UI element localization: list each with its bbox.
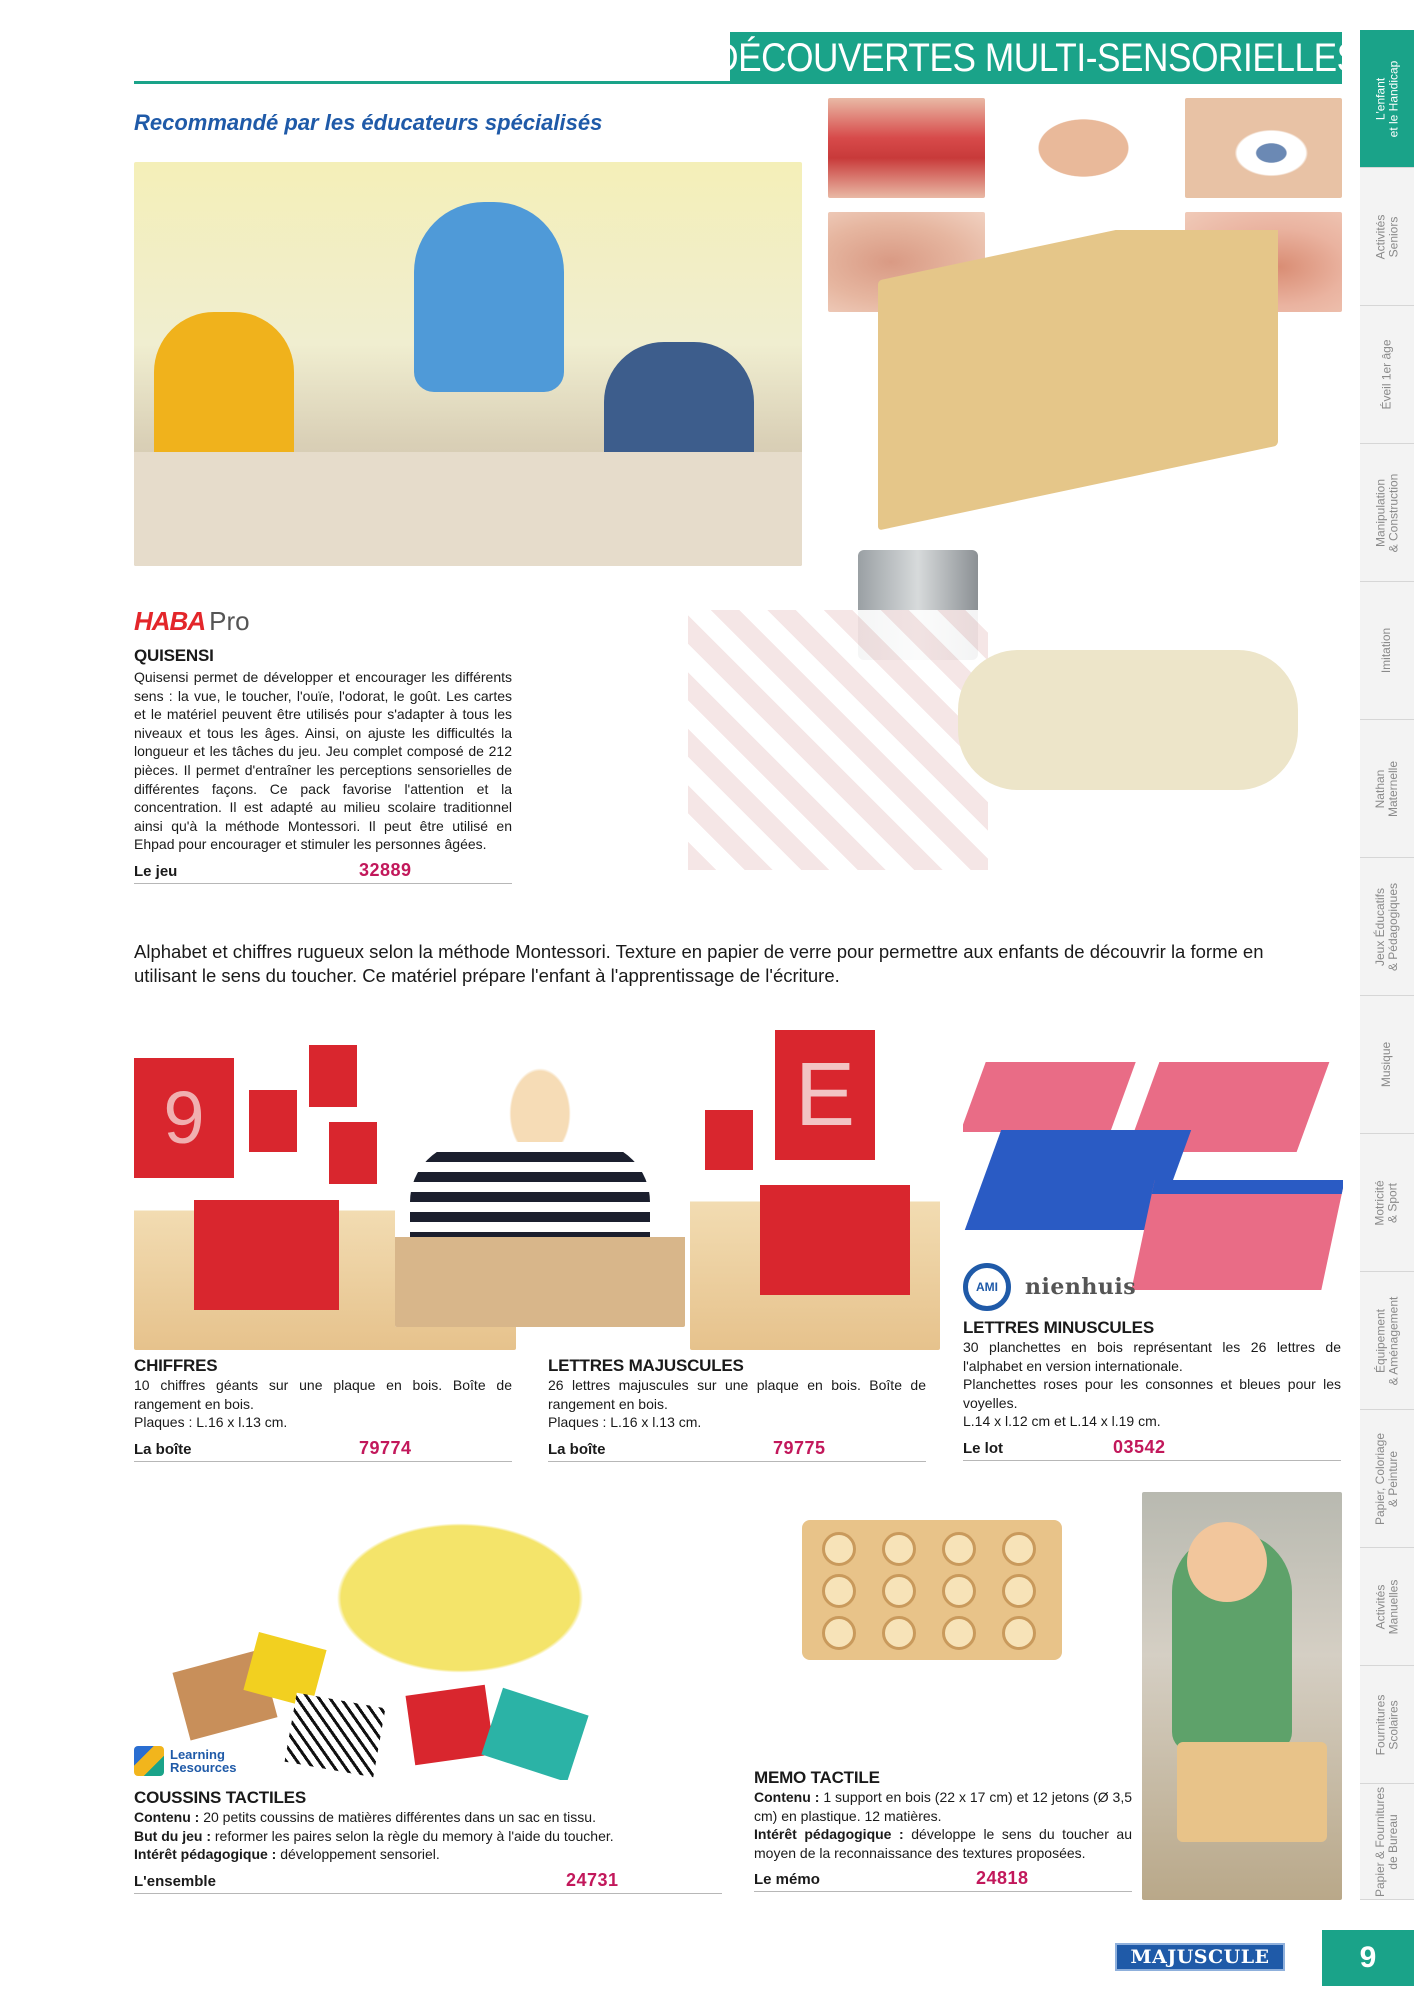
storage-box xyxy=(194,1200,339,1310)
tab-motricite[interactable]: Motricité & Sport xyxy=(1360,1134,1414,1272)
haba-pro-logo: HABA Pro xyxy=(134,605,250,636)
tab-nathan[interactable]: Nathan Maternelle xyxy=(1360,720,1414,858)
product-title: LETTRES MINUSCULES xyxy=(963,1318,1154,1337)
wooden-board xyxy=(802,1520,1062,1660)
price-row xyxy=(134,1870,722,1894)
cushion xyxy=(285,1693,386,1778)
digit-card xyxy=(309,1045,357,1107)
price-label: La boîte xyxy=(134,1440,192,1458)
tab-fournitures-bureau[interactable]: Papier & Fournitures de Bureau xyxy=(1360,1784,1414,1900)
learning-resources-logo: Learning Resources xyxy=(134,1742,250,1780)
product-ref: 24818 xyxy=(976,1868,1029,1889)
product-title: MEMO TACTILE xyxy=(754,1768,880,1787)
boy-playing-photo xyxy=(1142,1492,1342,1900)
product-description: 10 chiffres géants sur une plaque en bois. Boîte de rangement en bois. xyxy=(134,1377,512,1412)
tab-imitation[interactable]: Imitation xyxy=(1360,582,1414,720)
hand-photo xyxy=(1005,98,1162,198)
product-goal: But du jeu : reformer les paires selon la règle du memory à l'aide du toucher. xyxy=(134,1827,614,1844)
product-ref: 24731 xyxy=(566,1869,619,1890)
tab-activites-manuelles[interactable]: Activités Manuelles xyxy=(1360,1548,1414,1666)
tab-activites-seniors[interactable]: Activités Seniors xyxy=(1360,168,1414,306)
board-stack xyxy=(1131,1180,1343,1290)
lips-photo xyxy=(828,98,985,198)
memo-tactile-photo xyxy=(762,1485,1102,1705)
ami-nienhuis-logo: AMI nienhuis xyxy=(963,1262,1136,1312)
majuscules-photo xyxy=(690,1020,940,1350)
price-label: La boîte xyxy=(548,1440,606,1458)
quisensi-kit-photo xyxy=(528,230,1342,910)
page-title: DÉCOUVERTES MULTI-SENSORIELLES xyxy=(730,32,1342,84)
product-ref: 79775 xyxy=(773,1437,826,1458)
product-content: Contenu : 1 support en bois (22 x 17 cm) et 12 jetons (Ø 3,5 cm) en plastique. 12 matières. xyxy=(754,1789,1132,1824)
price-row xyxy=(548,1438,926,1462)
product-chiffres xyxy=(134,1356,512,1462)
product-description: Quisensi permet de développer et encourager les différents sens : la vue, le toucher, l'ouïe, l'odorat, le goût. Les cartes et le matériel peuvent être utilisés pour s'adapter à tous les niveaux et tous les âges. Ainsi, on ajuste les difficultés la longueur et les tâches du jeu. Jeu complet composé de 212 pièces. Il permet d'entraîner les perceptions sensorielles de différentes façons. Ce pack favorise l'attention et la concentration. Il est adapté au milieu scolaire traditionnel ainsi qu'à la méthode Montessori. Il peut être utilisé en Ehpad pour encourager et stimuler les personnes âgées. xyxy=(134,669,512,853)
montessori-intro: Alphabet et chiffres rugueux selon la méthode Montessori. Texture en papier de verre pour permettre aux enfants de découvrir la forme en utilisant le sens du toucher. Ce matériel prépare l'enfant à l'apprentissage de l'écriture. xyxy=(134,941,1264,986)
pink-board xyxy=(963,1062,1136,1132)
price-label: Le mémo xyxy=(754,1871,820,1889)
girl-writing-photo xyxy=(395,1022,685,1327)
product-ref: 79774 xyxy=(359,1437,412,1458)
digit-card: 9 xyxy=(134,1058,234,1178)
product-ref: 32889 xyxy=(359,859,412,880)
product-majuscules xyxy=(548,1356,926,1462)
tab-equipement[interactable]: Équipement & Aménagement xyxy=(1360,1272,1414,1410)
memo-board xyxy=(1177,1742,1327,1842)
coussins-photo xyxy=(160,1500,660,1780)
product-title: COUSSINS TACTILES xyxy=(134,1788,306,1807)
product-description: 26 lettres majuscules sur une plaque en bois. Boîte de rangement en bois. xyxy=(548,1377,926,1412)
product-dims: Plaques : L.16 x l.13 cm. xyxy=(548,1414,702,1431)
product-interest: Intérêt pédagogique : développement sensoriel. xyxy=(134,1846,440,1863)
tab-fournitures-scolaires[interactable]: Fournitures Scolaires xyxy=(1360,1666,1414,1784)
section-subtitle: Recommandé par les éducateurs spécialisés xyxy=(134,110,603,135)
price-label: Le lot xyxy=(963,1439,1003,1457)
tab-enfant-handicap[interactable]: L'enfant et le Handicap xyxy=(1360,30,1414,168)
price-label: Le jeu xyxy=(134,862,178,880)
header-rule xyxy=(134,81,730,84)
product-description: 30 planchettes en bois représentant les 26 lettres de l'alphabet en version internationale. xyxy=(963,1339,1341,1374)
product-content: Contenu : 20 petits coussins de matières différentes dans un sac en tissu. xyxy=(134,1809,596,1825)
product-quisensi xyxy=(134,646,512,884)
cushion xyxy=(481,1688,588,1780)
product-interest: Intérêt pédagogique : développe le sens du toucher au moyen de la reconnaissance des textures proposées. xyxy=(754,1826,1133,1861)
product-title: LETTRES MAJUSCULES xyxy=(548,1356,744,1375)
storage-box xyxy=(760,1185,910,1295)
majuscule-logo: MAJUSCULE xyxy=(1115,1943,1285,1971)
ami-badge: AMI xyxy=(963,1263,1011,1311)
price-row xyxy=(754,1868,1132,1892)
product-minuscules xyxy=(963,1318,1341,1461)
picture-cards xyxy=(688,610,988,870)
product-title: QUISENSI xyxy=(134,646,214,665)
product-dims: Plaques : L.16 x l.13 cm. xyxy=(134,1414,288,1431)
product-title: CHIFFRES xyxy=(134,1356,218,1375)
price-row xyxy=(963,1437,1341,1461)
tab-manipulation[interactable]: Manipulation & Construction xyxy=(1360,444,1414,582)
product-coussins xyxy=(134,1788,722,1894)
letter-card xyxy=(705,1110,753,1170)
child-head xyxy=(1187,1522,1267,1602)
digit-card xyxy=(329,1122,377,1184)
page-number: 9 xyxy=(1322,1930,1414,1986)
price-row xyxy=(134,860,512,884)
digit-card xyxy=(249,1090,297,1152)
product-detail: Planchettes roses pour les consonnes et bleues pour les voyelles. xyxy=(963,1376,1341,1411)
eye-photo xyxy=(1185,98,1342,198)
category-sidebar xyxy=(1360,30,1414,1900)
product-dims: L.14 x l.12 cm et L.14 x l.19 cm. xyxy=(963,1413,1161,1430)
tab-eveil[interactable]: Éveil 1er âge xyxy=(1360,306,1414,444)
product-ref: 03542 xyxy=(1113,1436,1166,1457)
tab-papier-coloriage[interactable]: Papier, Coloriage & Peinture xyxy=(1360,1410,1414,1548)
letter-card: E xyxy=(775,1030,875,1160)
wooden-box xyxy=(878,230,1278,531)
cloth-bags xyxy=(958,650,1298,790)
price-label: L'ensemble xyxy=(134,1872,216,1890)
cube-icon xyxy=(134,1746,164,1776)
price-row xyxy=(134,1438,512,1462)
product-memo xyxy=(754,1768,1132,1892)
desk-shape xyxy=(395,1237,685,1327)
tab-musique[interactable]: Musique xyxy=(1360,996,1414,1134)
tab-jeux-educatifs[interactable]: Jeux Éducatifs & Pédagogiques xyxy=(1360,858,1414,996)
